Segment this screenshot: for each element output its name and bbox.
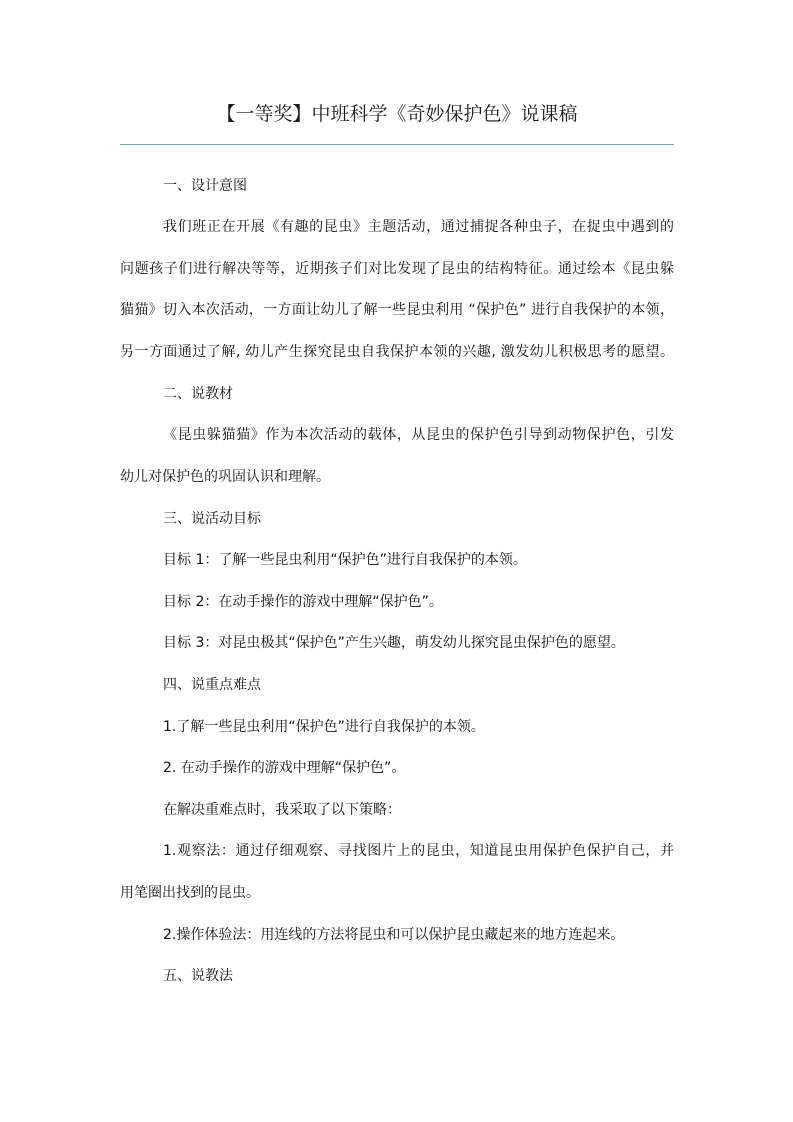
key-point-item: 1.了解一些昆虫利用“保护色”进行自我保护的本领。: [163, 719, 485, 735]
paragraph-line: 另一方面通过了解, 幼儿产生探究昆虫自我保护本领的兴趣, 激发幼儿积极思考的愿望。: [120, 344, 674, 360]
paragraph-line: 猫猫》切入本次活动，一方面让幼儿了解一些昆虫利用 “保护色” 进行自我保护的本领，: [120, 302, 674, 318]
key-point-item: 2. 在动手操作的游戏中理解“保护色”。: [163, 760, 406, 776]
paragraph-line: 《昆虫躲猫猫》作为本次活动的载体，从昆虫的保护色引导到动物保护色，引发: [163, 427, 674, 443]
section-heading-materials: 二、说教材: [163, 386, 233, 402]
section-heading-goals: 三、说活动目标: [163, 511, 261, 527]
goal-item: 目标 1：了解一些昆虫利用“保护色”进行自我保护的本领。: [163, 552, 527, 568]
paragraph-line: 用笔圈出找到的昆虫。: [120, 885, 260, 901]
paragraph-line: 问题孩子们进行解决等等，近期孩子们对比发现了昆虫的结构特征。通过绘本《昆虫躲: [120, 261, 674, 277]
document-title: 【一等奖】中班科学《奇妙保护色》说课稿: [216, 103, 578, 125]
title-divider: [120, 144, 674, 145]
goal-item: 目标 3：对昆虫极其“保护色”产生兴趣，萌发幼儿探究昆虫保护色的愿望。: [163, 635, 625, 651]
paragraph-line: 幼儿对保护色的巩固认识和理解。: [120, 469, 330, 485]
section-heading-teaching-methods: 五、说教法: [163, 968, 233, 984]
strategy-item: 1.观察法：通过仔细观察、寻找图片上的昆虫，知道昆虫用保护色保护自己，并: [163, 843, 674, 859]
section-heading-design-intent: 一、设计意图: [163, 178, 247, 194]
paragraph-line: 在解决重难点时，我采取了以下策略：: [163, 802, 401, 818]
strategy-item: 2.操作体验法：用连线的方法将昆虫和可以保护昆虫藏起来的地方连起来。: [163, 927, 625, 943]
goal-item: 目标 2：在动手操作的游戏中理解“保护色”。: [163, 594, 443, 610]
section-heading-key-points: 四、说重点难点: [163, 677, 261, 693]
paragraph-line: 我们班正在开展《有趣的昆虫》主题活动，通过捕捉各种虫子，在捉虫中遇到的: [163, 219, 674, 235]
